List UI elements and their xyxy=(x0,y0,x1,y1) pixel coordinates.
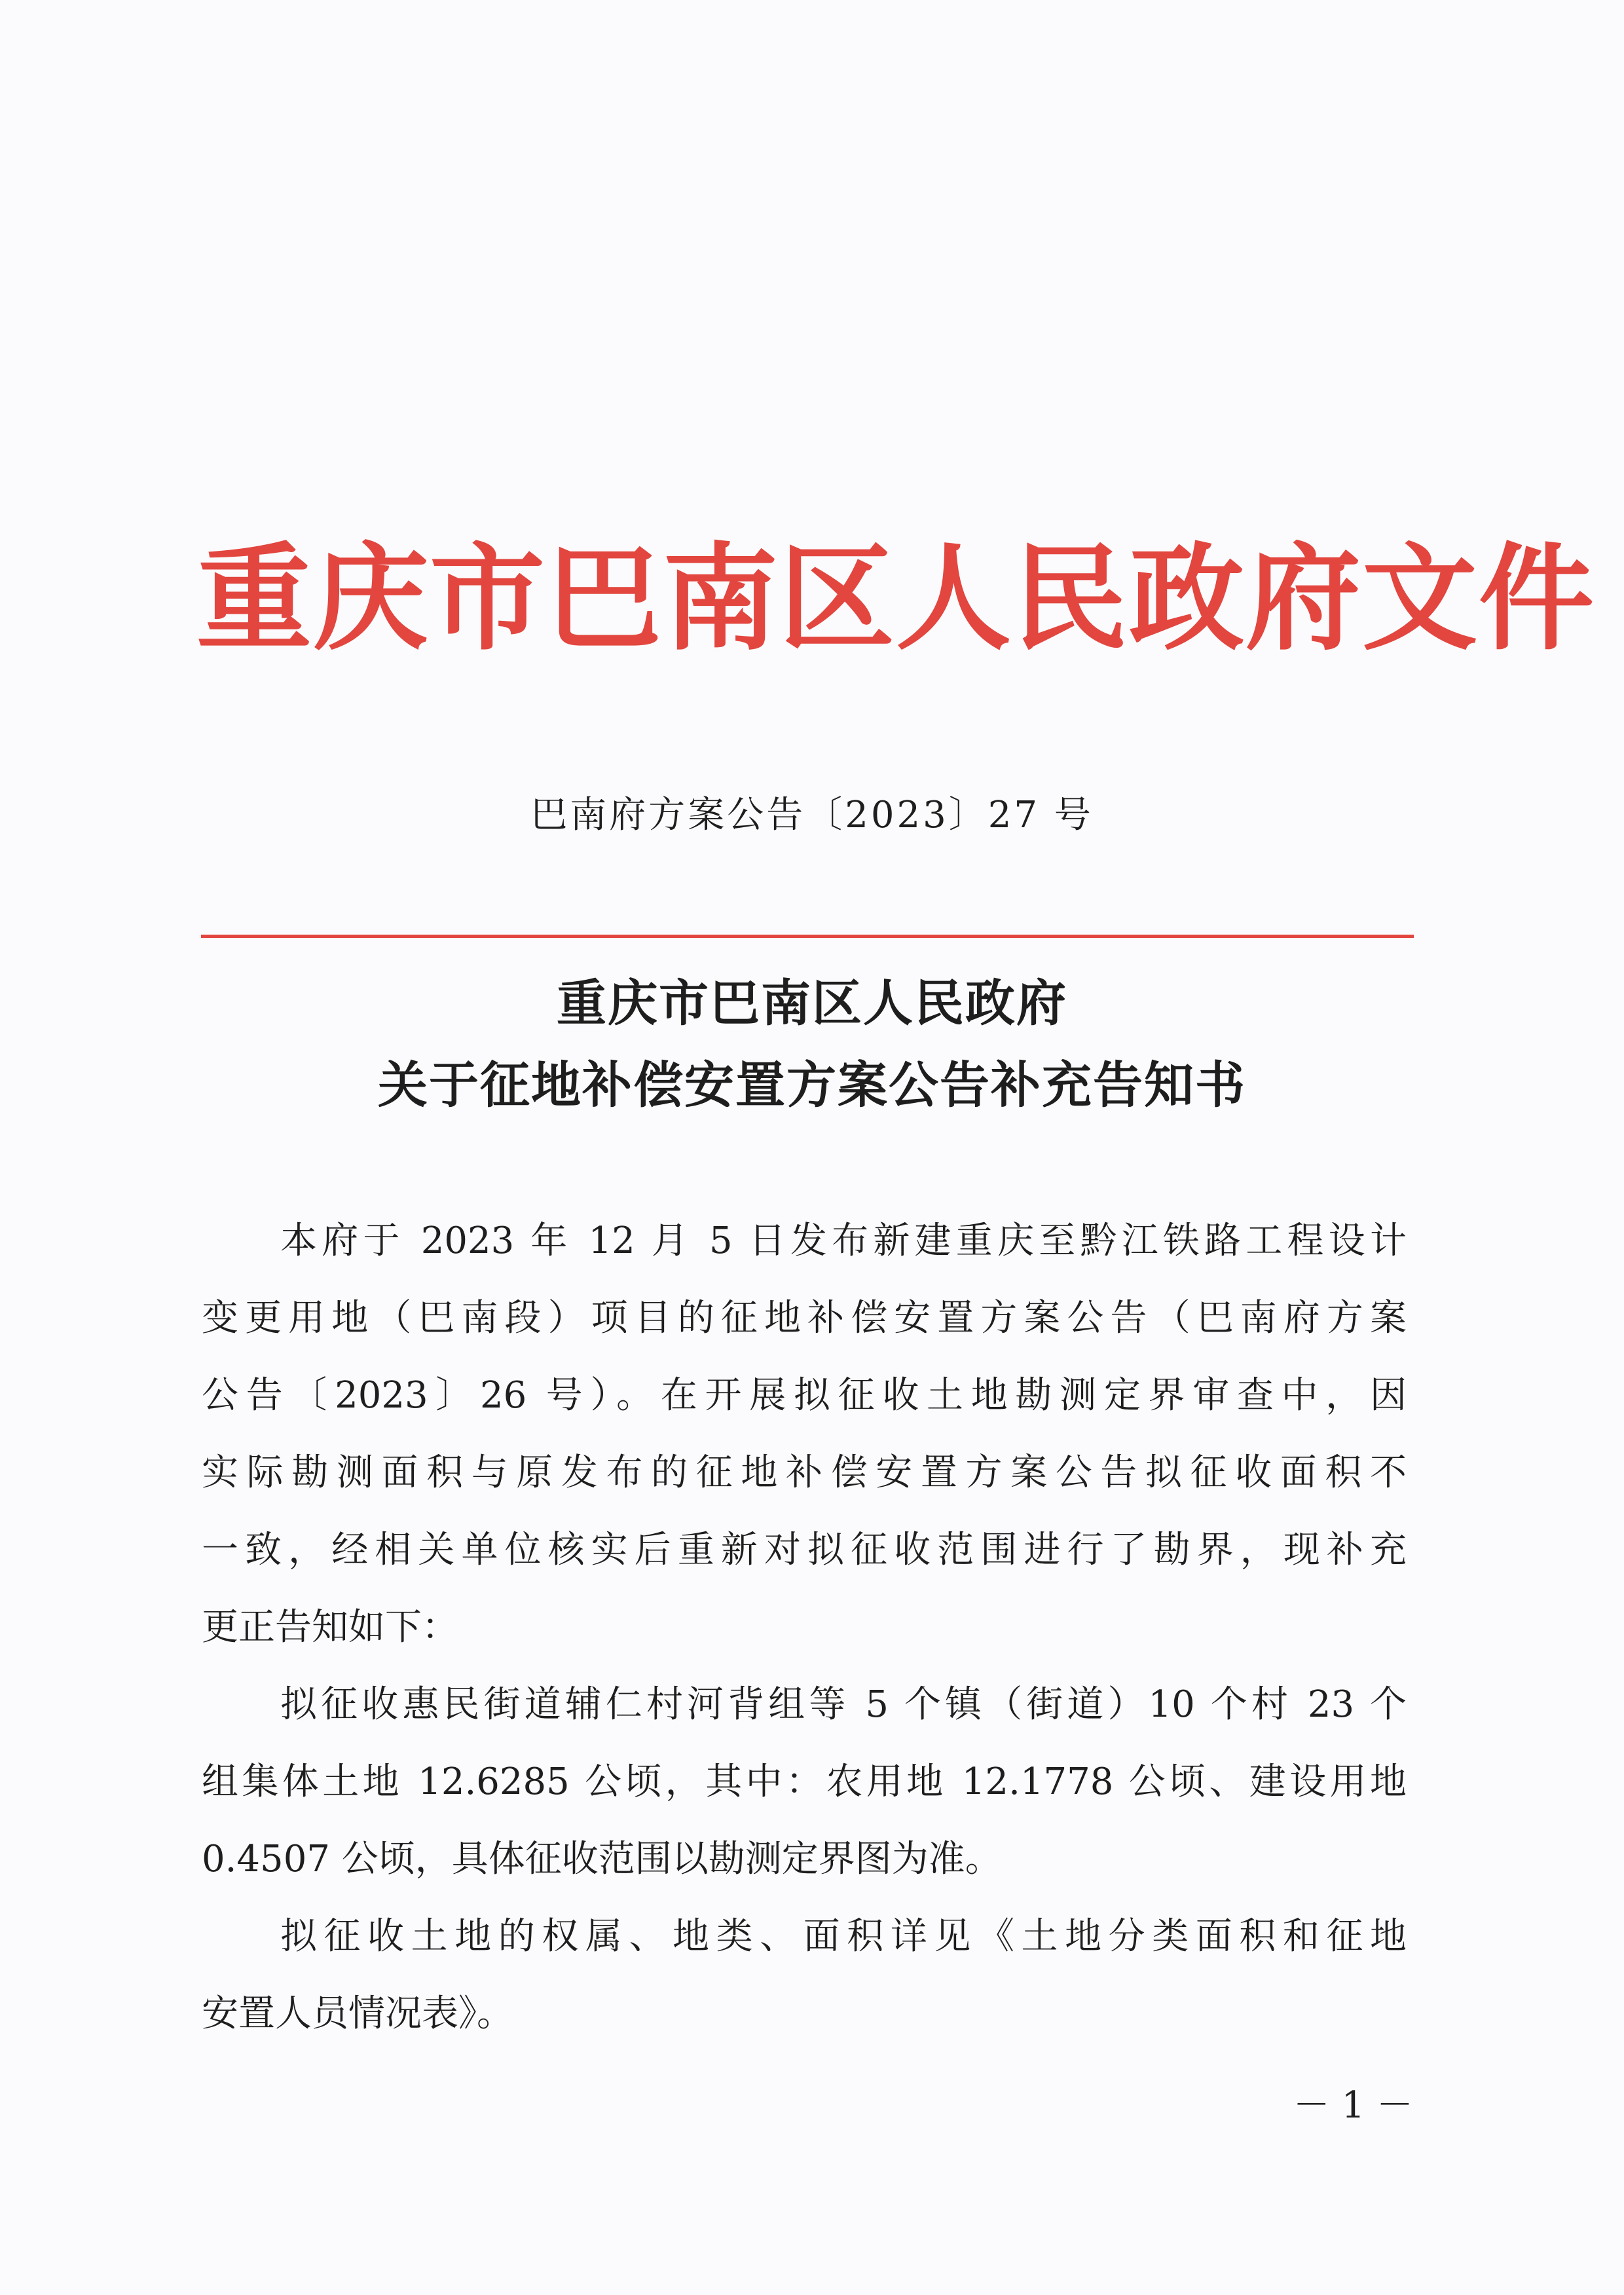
document-title-line-1: 重庆市巴南区人民政府 xyxy=(557,974,1067,1032)
paragraph-1-line: 公告〔2023〕26 号）。在开展拟征收土地勘测定界审查中，因 xyxy=(202,1374,1407,1417)
paragraph-2-line: 0.4507 公顷，具体征收范围以勘测定界图为准。 xyxy=(202,1838,1002,1880)
masthead-title: 重庆市巴南区人民政府文件 xyxy=(196,532,1596,666)
red-divider-line xyxy=(201,935,1414,938)
paragraph-1-line: 更正告知如下： xyxy=(202,1606,458,1649)
document-title-line-2: 关于征地补偿安置方案公告补充告知书 xyxy=(378,1056,1246,1114)
paragraph-1-line: 变更用地（巴南段）项目的征地补偿安置方案公告（巴南府方案 xyxy=(202,1297,1407,1339)
document-number: 巴南府方案公告〔2023〕27 号 xyxy=(530,794,1094,836)
paragraph-1-line: 本府于 2023 年 12 月 5 日发布新建重庆至黔江铁路工程设计 xyxy=(280,1220,1407,1262)
page-number: － 1 － xyxy=(1293,2084,1413,2127)
paragraph-3-line: 拟征收土地的权属、地类、面积详见《土地分类面积和征地 xyxy=(280,1915,1407,1958)
paragraph-3-line: 安置人员情况表》。 xyxy=(202,1992,513,2035)
paragraph-1-line: 一致，经相关单位核实后重新对拟征收范围进行了勘界，现补充 xyxy=(202,1529,1407,1571)
paragraph-2-line: 组集体土地 12.6285 公顷，其中：农用地 12.1778 公顷、建设用地 xyxy=(202,1761,1407,1803)
paragraph-1-line: 实际勘测面积与原发布的征地补偿安置方案公告拟征收面积不 xyxy=(202,1451,1407,1494)
paragraph-2-line: 拟征收惠民街道辅仁村河背组等 5 个镇（街道）10 个村 23 个 xyxy=(280,1683,1407,1726)
